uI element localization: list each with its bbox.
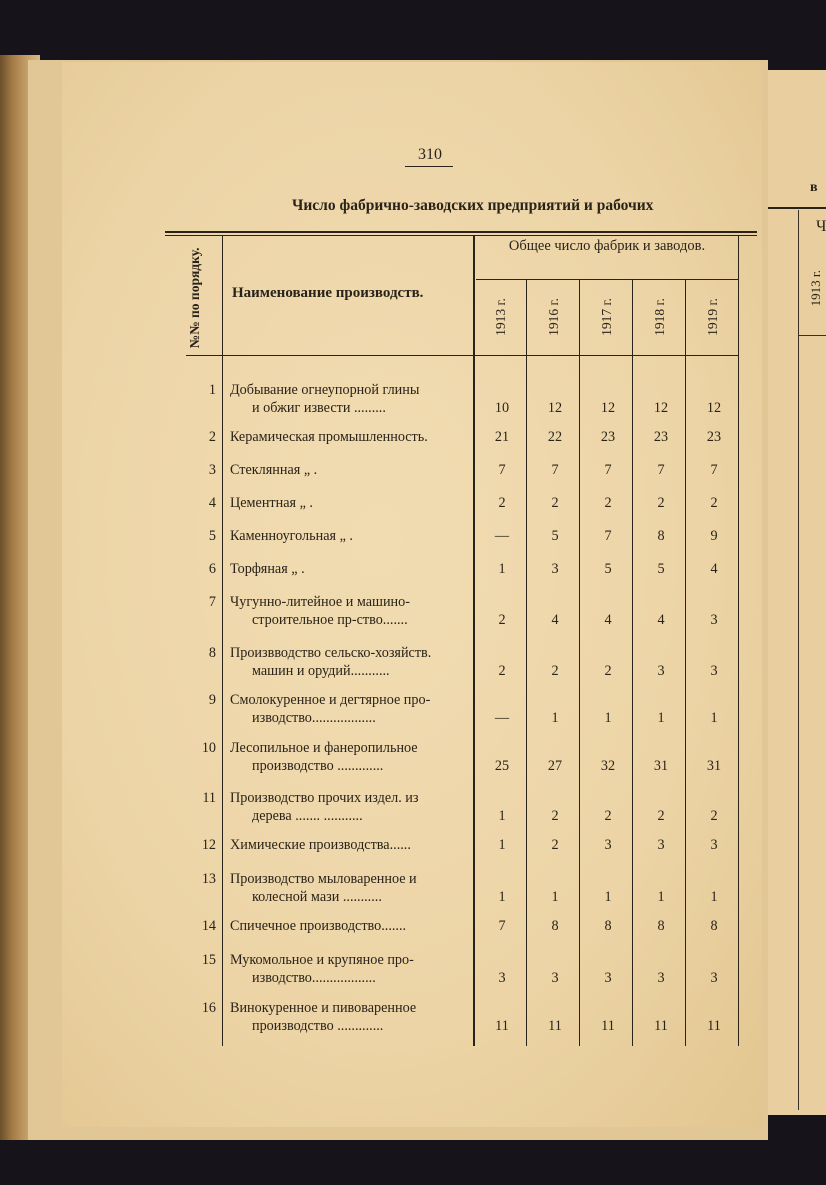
- row-value-1913: 25: [494, 758, 510, 774]
- column-header-name: Наименование производств.: [232, 285, 424, 301]
- row-value-1916: 2: [551, 663, 559, 679]
- row-name-line: производство .............: [252, 758, 384, 774]
- row-value-1917: 2: [604, 663, 612, 679]
- row-name-line: дерева ....... ...........: [252, 808, 363, 824]
- row-value-1917: 12: [600, 400, 616, 416]
- row-value-1917: 2: [604, 495, 612, 511]
- row-value-1918: 1: [657, 889, 665, 905]
- row-name-line: Чугунно-литейное и машино-: [230, 594, 410, 610]
- row-value-1913: 2: [498, 663, 506, 679]
- column-header-year: 1916 г.: [546, 298, 561, 336]
- column-header-year: 1917 г.: [599, 298, 614, 336]
- row-value-1916: 5: [551, 528, 559, 544]
- row-production-name: [230, 789, 474, 825]
- row-name-line: Стеклянная „ .: [230, 462, 318, 478]
- row-value-1916: 3: [551, 561, 559, 577]
- row-value-1913: —: [494, 710, 510, 726]
- row-name-line: Лесопильное и фанеропильное: [230, 740, 418, 756]
- row-production-name: [230, 951, 474, 987]
- row-value-1919: 1: [710, 889, 718, 905]
- next-page-rule: [768, 207, 826, 209]
- row-value-1919: 1: [710, 710, 718, 726]
- row-value-1916: 22: [547, 429, 563, 445]
- row-value-1916: 27: [547, 758, 563, 774]
- row-name-line: машин и орудий...........: [252, 663, 390, 679]
- row-number: 12: [201, 837, 216, 853]
- row-value-1913: 1: [498, 561, 506, 577]
- row-value-1918: 5: [657, 561, 665, 577]
- row-production-name: [230, 644, 474, 680]
- row-name-line: Керамическая промышленность.: [230, 429, 428, 445]
- table-top-rule: [165, 231, 757, 233]
- row-value-1919: 23: [706, 429, 722, 445]
- row-name-line: Смолокуренное и дегтярное про-: [230, 692, 431, 708]
- row-name-line: Цементная „ .: [230, 495, 313, 511]
- row-production-name: [230, 381, 474, 417]
- row-name-line: строительное пр-ство.......: [252, 612, 408, 628]
- row-number: 4: [208, 495, 216, 511]
- row-value-1918: 12: [653, 400, 669, 416]
- row-name-line: Мукомольное и крупяное про-: [230, 952, 414, 968]
- row-name-line: Произвводство сельско-хозяйств.: [230, 645, 432, 661]
- row-value-1919: 3: [710, 970, 718, 986]
- row-number: 6: [208, 561, 216, 577]
- row-value-1917: 4: [604, 612, 612, 628]
- column-header-year: 1919 г.: [705, 298, 720, 336]
- row-name-line: Торфяная „ .: [230, 561, 305, 577]
- row-value-1917: 7: [604, 462, 612, 478]
- row-value-1916: 2: [551, 808, 559, 824]
- row-value-1917: 7: [604, 528, 612, 544]
- row-production-name: [230, 917, 474, 935]
- row-number: 3: [208, 462, 216, 478]
- column-header-number: №№ по порядку.: [187, 247, 202, 349]
- row-production-name: [230, 560, 474, 578]
- row-value-1916: 7: [551, 462, 559, 478]
- row-value-1917: 1: [604, 889, 612, 905]
- row-value-1917: 1: [604, 710, 612, 726]
- row-value-1917: 3: [604, 970, 612, 986]
- row-value-1913: —: [494, 528, 510, 544]
- column-divider: [222, 236, 223, 1046]
- row-number: 14: [201, 918, 216, 934]
- row-number: 13: [201, 871, 216, 887]
- column-header-year: 1913 г.: [493, 298, 508, 336]
- page-number-rule: [405, 166, 453, 167]
- row-value-1913: 1: [498, 808, 506, 824]
- row-value-1916: 8: [551, 918, 559, 934]
- row-value-1916: 2: [551, 495, 559, 511]
- row-value-1919: 2: [710, 495, 718, 511]
- row-value-1917: 11: [601, 1018, 615, 1034]
- row-value-1913: 2: [498, 612, 506, 628]
- row-value-1913: 11: [495, 1018, 509, 1034]
- row-value-1913: 7: [498, 462, 506, 478]
- row-value-1919: 12: [706, 400, 722, 416]
- row-number: 7: [208, 594, 216, 610]
- row-value-1919: 2: [710, 808, 718, 824]
- row-number: 16: [201, 1000, 216, 1016]
- row-value-1919: 3: [710, 612, 718, 628]
- row-value-1918: 2: [657, 808, 665, 824]
- row-value-1916: 1: [551, 889, 559, 905]
- row-value-1918: 3: [657, 970, 665, 986]
- row-production-name: [230, 527, 474, 545]
- row-name-line: и обжиг извести .........: [252, 400, 386, 416]
- row-value-1918: 7: [657, 462, 665, 478]
- row-name-line: Производство мыловаренное и: [230, 871, 417, 887]
- row-value-1919: 3: [710, 663, 718, 679]
- next-page-year-fragment: 1913 г.: [808, 270, 823, 307]
- row-value-1919: 8: [710, 918, 718, 934]
- row-value-1913: 2: [498, 495, 506, 511]
- row-value-1917: 23: [600, 429, 616, 445]
- header-bottom-rule: [186, 355, 738, 356]
- row-production-name: [230, 428, 474, 446]
- row-value-1918: 4: [657, 612, 665, 628]
- row-value-1913: 1: [498, 889, 506, 905]
- next-page-column-fragment: Ч: [816, 218, 826, 235]
- row-value-1913: 3: [498, 970, 506, 986]
- row-value-1917: 32: [600, 758, 616, 774]
- row-name-line: колесной мази ...........: [252, 889, 382, 905]
- row-number: 8: [208, 645, 216, 661]
- row-value-1916: 11: [548, 1018, 562, 1034]
- column-header-total-factories: Общее число фабрик и заводов.: [508, 238, 706, 254]
- row-number: 10: [201, 740, 216, 756]
- row-value-1916: 4: [551, 612, 559, 628]
- row-value-1918: 11: [654, 1018, 668, 1034]
- row-value-1918: 31: [653, 758, 669, 774]
- row-value-1919: 7: [710, 462, 718, 478]
- row-value-1919: 11: [707, 1018, 721, 1034]
- page-number: 310: [418, 146, 442, 163]
- row-value-1918: 8: [657, 918, 665, 934]
- group-header-rule: [476, 279, 738, 280]
- row-value-1919: 3: [710, 837, 718, 853]
- row-name-line: изводство..................: [252, 970, 376, 986]
- row-number: 9: [208, 692, 216, 708]
- row-production-name: [230, 739, 474, 775]
- row-number: 15: [201, 952, 216, 968]
- row-value-1913: 10: [494, 400, 510, 416]
- row-value-1916: 3: [551, 970, 559, 986]
- row-name-line: Винокуренное и пивоваренное: [230, 1000, 417, 1016]
- next-page-header-rule: [798, 335, 826, 336]
- row-value-1917: 5: [604, 561, 612, 577]
- row-value-1919: 31: [706, 758, 722, 774]
- row-name-line: изводство..................: [252, 710, 376, 726]
- row-value-1919: 9: [710, 528, 718, 544]
- row-production-name: [230, 593, 474, 629]
- next-page-column-line: [798, 210, 799, 1110]
- row-number: 11: [202, 790, 216, 806]
- row-value-1918: 1: [657, 710, 665, 726]
- row-production-name: [230, 691, 474, 727]
- row-value-1916: 2: [551, 837, 559, 853]
- row-number: 5: [208, 528, 216, 544]
- row-value-1918: 3: [657, 837, 665, 853]
- row-production-name: [230, 461, 474, 479]
- row-value-1918: 23: [653, 429, 669, 445]
- next-page-heading-fragment: в: [810, 180, 818, 195]
- row-name-line: Химические производства......: [230, 837, 411, 853]
- row-value-1918: 2: [657, 495, 665, 511]
- row-number: 1: [208, 382, 216, 398]
- row-value-1916: 1: [551, 710, 559, 726]
- row-value-1919: 4: [710, 561, 718, 577]
- row-value-1913: 7: [498, 918, 506, 934]
- table-title: Число фабрично-заводских предприятий и рабочих: [292, 197, 654, 214]
- row-production-name: [230, 999, 474, 1035]
- row-value-1916: 12: [547, 400, 563, 416]
- row-number: 2: [208, 429, 216, 445]
- row-production-name: [230, 870, 474, 906]
- row-value-1917: 8: [604, 918, 612, 934]
- row-name-line: Добывание огнеупорной глины: [230, 382, 420, 398]
- row-value-1918: 3: [657, 663, 665, 679]
- next-page-fragment: [768, 70, 826, 1115]
- row-value-1918: 8: [657, 528, 665, 544]
- row-value-1917: 3: [604, 837, 612, 853]
- row-name-line: Каменноугольная „ .: [230, 528, 353, 544]
- row-value-1913: 1: [498, 837, 506, 853]
- row-name-line: Производство прочих издел. из: [230, 790, 419, 806]
- row-name-line: производство .............: [252, 1018, 384, 1034]
- row-production-name: [230, 494, 474, 512]
- row-value-1913: 21: [494, 429, 510, 445]
- row-production-name: [230, 836, 474, 854]
- row-name-line: Спичечное производство.......: [230, 918, 407, 934]
- column-header-year: 1918 г.: [652, 298, 667, 336]
- row-value-1917: 2: [604, 808, 612, 824]
- table-top-rule-thin: [165, 235, 757, 236]
